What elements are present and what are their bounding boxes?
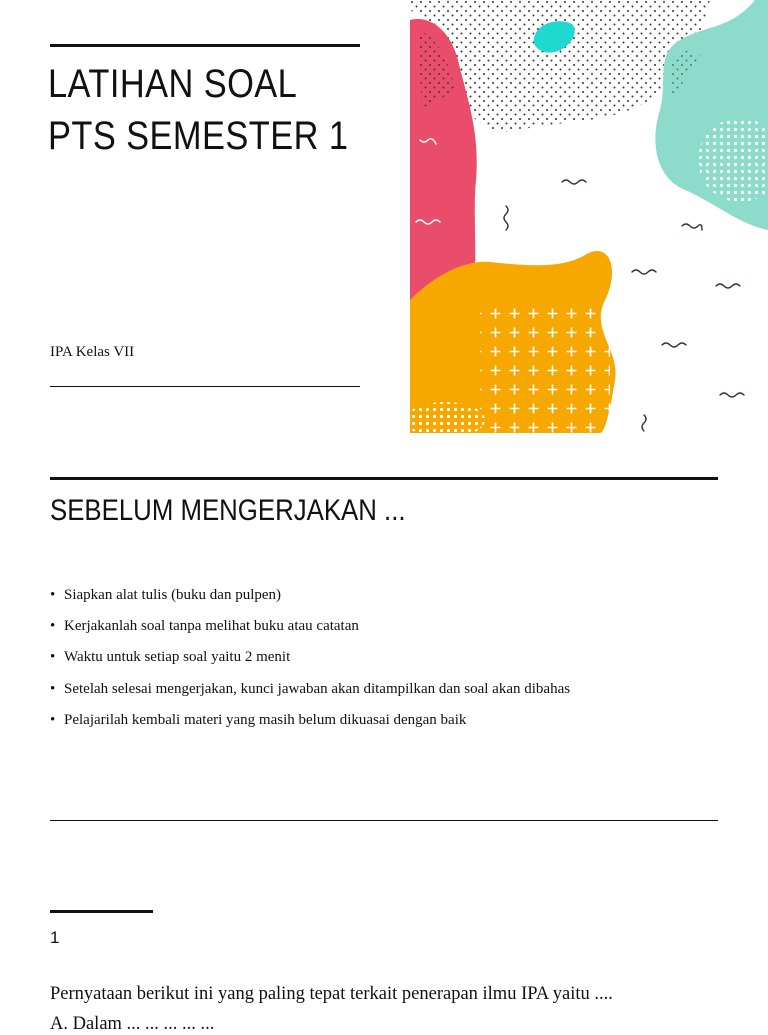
- list-item-text: Waktu untuk setiap soal yaitu 2 menit: [64, 649, 291, 666]
- subtitle-rule: [50, 386, 360, 387]
- list-item: [50, 674, 570, 705]
- section-top-rule: [50, 477, 718, 480]
- title-line-2: PTS SEMESTER 1: [48, 114, 349, 158]
- bullet-icon: •: [50, 649, 56, 666]
- list-item: [50, 580, 570, 611]
- list-item: [50, 705, 570, 736]
- bullet-icon: •: [50, 618, 56, 635]
- list-item-text: Kerjakanlah soal tanpa melihat buku atau catatan: [64, 618, 359, 635]
- instructions-list: [50, 580, 570, 736]
- question-number: 1: [50, 928, 60, 947]
- bullet-icon: •: [50, 587, 56, 603]
- title-line-1: LATIHAN SOAL: [48, 62, 298, 106]
- list-item-text: Setelah selesai mengerjakan, kunci jawaban akan ditampilkan dan soal akan dibahas: [64, 680, 571, 697]
- bullet-icon: •: [50, 711, 56, 728]
- list-item: [50, 611, 570, 642]
- bullet-icon: •: [50, 680, 56, 697]
- section-divider: [50, 820, 718, 821]
- page-title: [48, 58, 348, 162]
- list-item-text: Siapkan alat tulis (buku dan pulpen): [64, 587, 282, 603]
- question-text: Pernyataan berikut ini yang paling tepat terkait penerapan ilmu IPA yaitu ....: [50, 984, 613, 1004]
- question-rule: [50, 910, 153, 913]
- question-option-a: A. Dalam ... ... ... ... ...: [50, 1014, 215, 1034]
- title-top-rule: [50, 44, 360, 47]
- subtitle: IPA Kelas VII: [50, 344, 135, 360]
- decorative-artwork: [410, 0, 768, 433]
- list-item-text: Pelajarilah kembali materi yang masih belum dikuasai dengan baik: [64, 711, 467, 728]
- list-item: [50, 642, 570, 673]
- instructions-heading: SEBELUM MENGERJAKAN ...: [50, 494, 406, 527]
